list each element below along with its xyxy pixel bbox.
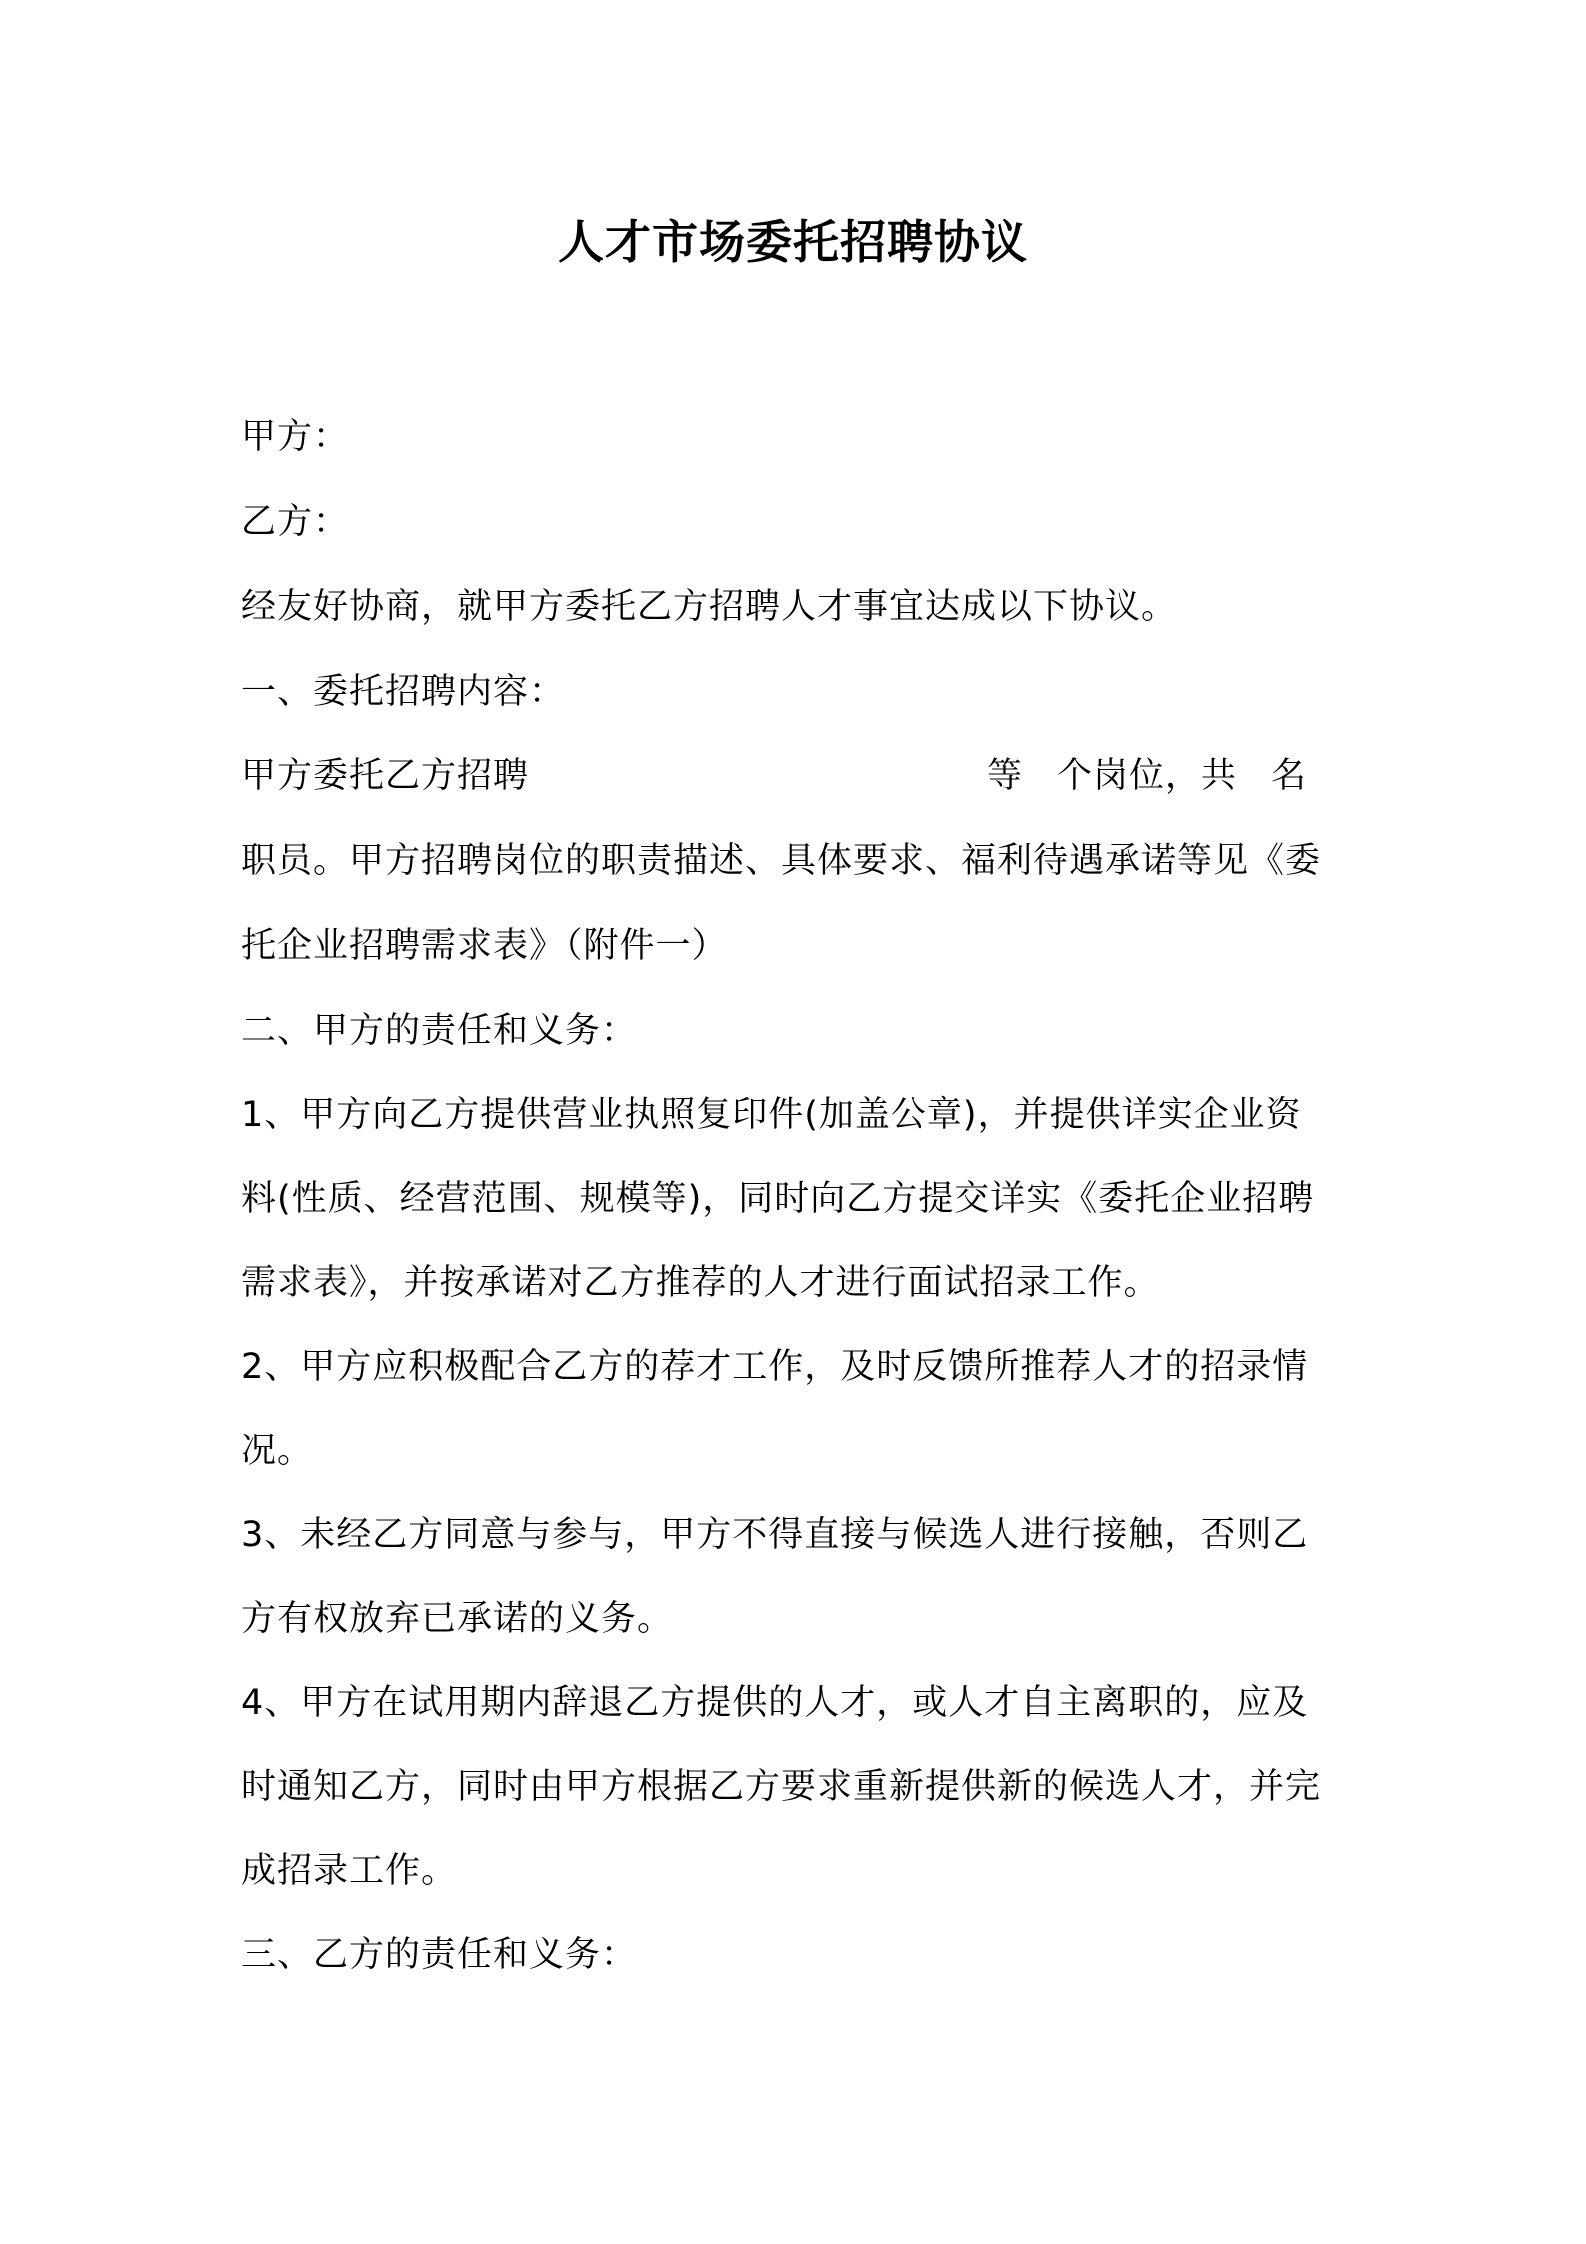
section-1-text-d: 名 — [1271, 756, 1308, 796]
section-2-item-1-line-3: 需求表》，并按承诺对乙方推荐的人才进行面试招录工作。 — [241, 1263, 1160, 1303]
section-1-heading: 一、委托招聘内容： — [241, 672, 566, 712]
section-2-item-1-line-1: 1、甲方向乙方提供营业执照复印件(加盖公章)，并提供详实企业资 — [241, 1095, 1302, 1135]
section-1-text-a: 甲方委托乙方招聘 — [241, 756, 530, 796]
document-title: 人才市场委托招聘协议 — [558, 215, 1028, 269]
section-2-item-3-line-1: 3、未经乙方同意与参与，甲方不得直接与候选人进行接触，否则乙 — [241, 1515, 1309, 1555]
section-1-line-2: 职员。甲方招聘岗位的职责描述、具体要求、福利待遇承诺等见《委 — [241, 841, 1322, 881]
section-2-item-2-line-1: 2、甲方应积极配合乙方的荐才工作，及时反馈所推荐人才的招录情 — [241, 1347, 1309, 1387]
section-3-heading: 三、乙方的责任和义务： — [241, 1935, 638, 1975]
section-1-line-1 — [241, 751, 1307, 801]
section-2-item-2-line-2: 况。 — [241, 1431, 314, 1471]
section-2-item-4-line-1: 4、甲方在试用期内辞退乙方提供的人才，或人才自主离职的，应及 — [241, 1683, 1309, 1723]
party-a-label: 甲方： — [241, 417, 350, 457]
section-1-text-b: 等 — [987, 756, 1024, 796]
section-1-line-3: 托企业招聘需求表》（附件一） — [241, 926, 728, 966]
section-2-item-1-line-2: 料(性质、经营范围、规模等)，同时向乙方提交详实《委托企业招聘 — [241, 1179, 1315, 1219]
party-b-label: 乙方： — [241, 502, 350, 542]
section-1-text-c: 个岗位，共 — [1057, 756, 1238, 796]
preamble-text: 经友好协商，就甲方委托乙方招聘人才事宜达成以下协议。 — [241, 587, 1178, 627]
section-2-item-3-line-2: 方有权放弃已承诺的义务。 — [241, 1599, 674, 1639]
section-2-heading: 二、甲方的责任和义务： — [241, 1011, 638, 1051]
section-2-item-4-line-2: 时通知乙方，同时由甲方根据乙方要求重新提供新的候选人才，并完 — [241, 1767, 1322, 1807]
section-2-item-4-line-3: 成招录工作。 — [241, 1851, 458, 1891]
